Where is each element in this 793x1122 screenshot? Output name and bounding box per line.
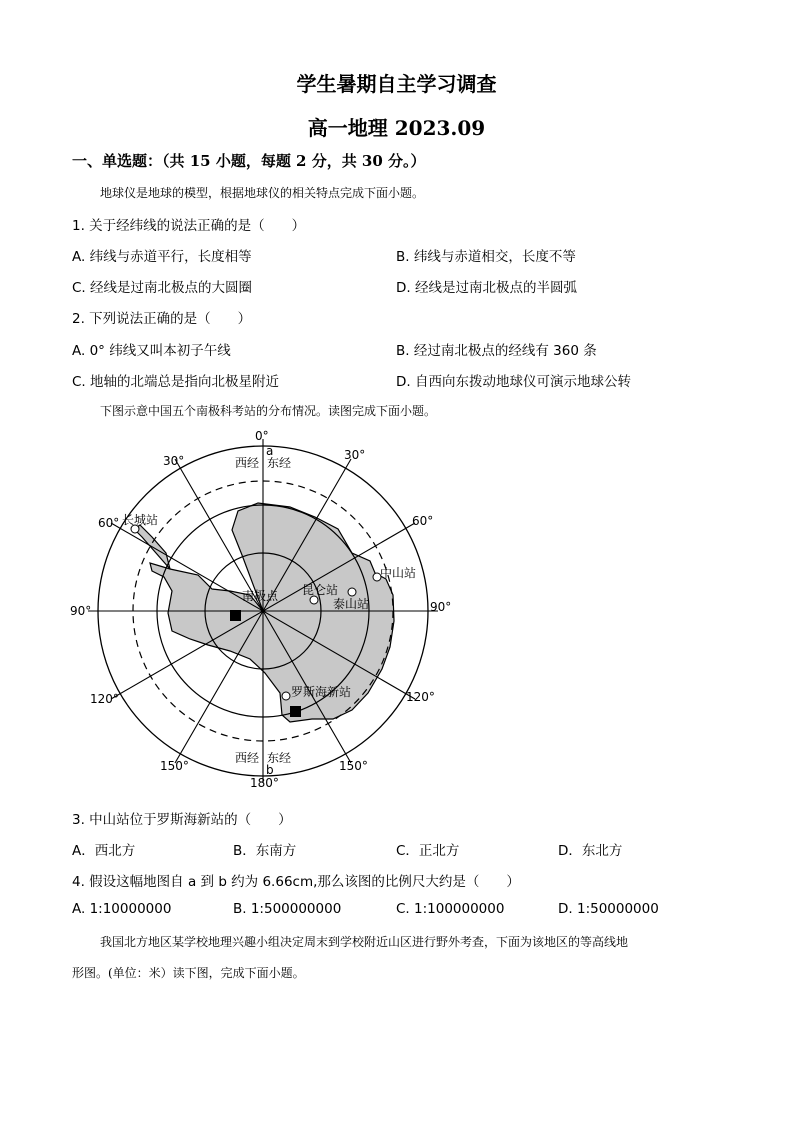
kunlun-station-marker [310,596,318,604]
q1-option-d: D. 经线是过南北极点的半圆弧 [396,280,577,296]
west-bottom-label: 西经 [235,751,260,765]
lon-120e-label: 120° [406,690,435,704]
meridian-lines [88,439,438,783]
q2-option-c: C. 地轴的北端总是指向北极星附近 [72,374,280,390]
lon-120w-label: 120° [90,692,119,706]
intro2-text: 下图示意中国五个南极科考站的分布情况。读图完成下面小题。 [100,404,437,418]
q4-option-b: B. 1:500000000 [233,901,342,917]
antarctica-landmass [150,503,394,722]
page-subtitle: 高一地理 2023.09 [307,116,486,140]
q3-option-a: A．西北方 [72,843,136,859]
q2-option-a: A. 0° 纬线又叫本初子午线 [72,343,231,359]
south-pole-label: 南极点 [242,589,279,603]
kunlun-station-label: 昆仑站 [302,583,339,597]
changcheng-station-label: 长城站 [122,513,159,527]
q2-stem: 2. 下列说法正确的是（ ） [72,311,252,327]
q3-option-d: D．东北方 [558,843,623,859]
q1-option-c: C. 经线是过南北极点的大圆圈 [72,280,253,296]
lon-150e-label: 150° [339,759,368,773]
lon-60w-label: 60° [98,516,120,530]
section-heading: 一、单选题：（共 15 小题，每题 2 分，共 30 分。） [72,152,426,170]
lon-30e-label: 30° [344,448,366,462]
lon-180-label: 180° [250,776,279,790]
point-b-label: b [266,763,274,777]
zhongshan-station-label: 中山站 [380,566,417,580]
q4-option-d: D. 1:50000000 [558,901,659,917]
q1-stem: 1. 关于经纬线的说法正确的是（ ） [72,218,306,234]
luosihai-station-label: 罗斯海新站 [291,685,352,699]
west-top-label: 西经 [235,456,260,470]
q3-option-c: C．正北方 [396,843,460,859]
q2-option-d: D. 自西向东拨动地球仪可演示地球公转 [396,374,631,390]
black-square-marker-2 [290,706,301,717]
page-title: 学生暑期自主学习调查 [296,72,497,96]
q3-stem: 3. 中山站位于罗斯海新站的（ ） [72,812,292,828]
q1-option-a: A. 纬线与赤道平行，长度相等 [72,249,252,265]
q4-stem: 4. 假设这幅地图自 a 到 b 约为 6.66cm,那么该图的比例尺大约是（ ） [72,874,520,890]
intro3-line2: 形图。(单位：米）读下图，完成下面小题。 [72,966,305,980]
lon-60e-label: 60° [412,514,434,528]
taishan-station-marker [348,588,356,596]
intro-text: 地球仪是地球的模型，根据地球仪的相关特点完成下面小题。 [100,186,425,200]
east-bottom-label: 东经 [267,751,292,765]
luosihai-station-marker [282,692,290,700]
point-a-label: a [266,444,274,458]
lon-0-label: 0° [255,429,269,443]
q3-option-b: B．东南方 [233,843,297,859]
east-top-label: 东经 [267,456,292,470]
intro3-line1: 我国北方地区某学校地理兴趣小组决定周末到学校附近山区进行野外考查，下面为该地区的等高线地 [100,935,629,949]
antarctica-map [70,425,460,800]
taishan-station-label: 泰山站 [333,597,370,611]
lon-30w-label: 30° [163,454,185,468]
q1-option-b: B. 纬线与赤道相交，长度不等 [396,249,576,265]
lon-90e-label: 90° [430,600,452,614]
q4-option-a: A. 1:10000000 [72,901,172,917]
black-square-marker-1 [230,610,241,621]
q4-option-c: C. 1:100000000 [396,901,505,917]
lon-150w-label: 150° [160,759,189,773]
q2-option-b: B. 经过南北极点的经线有 360 条 [396,343,597,359]
lon-90w-label: 90° [70,604,92,618]
